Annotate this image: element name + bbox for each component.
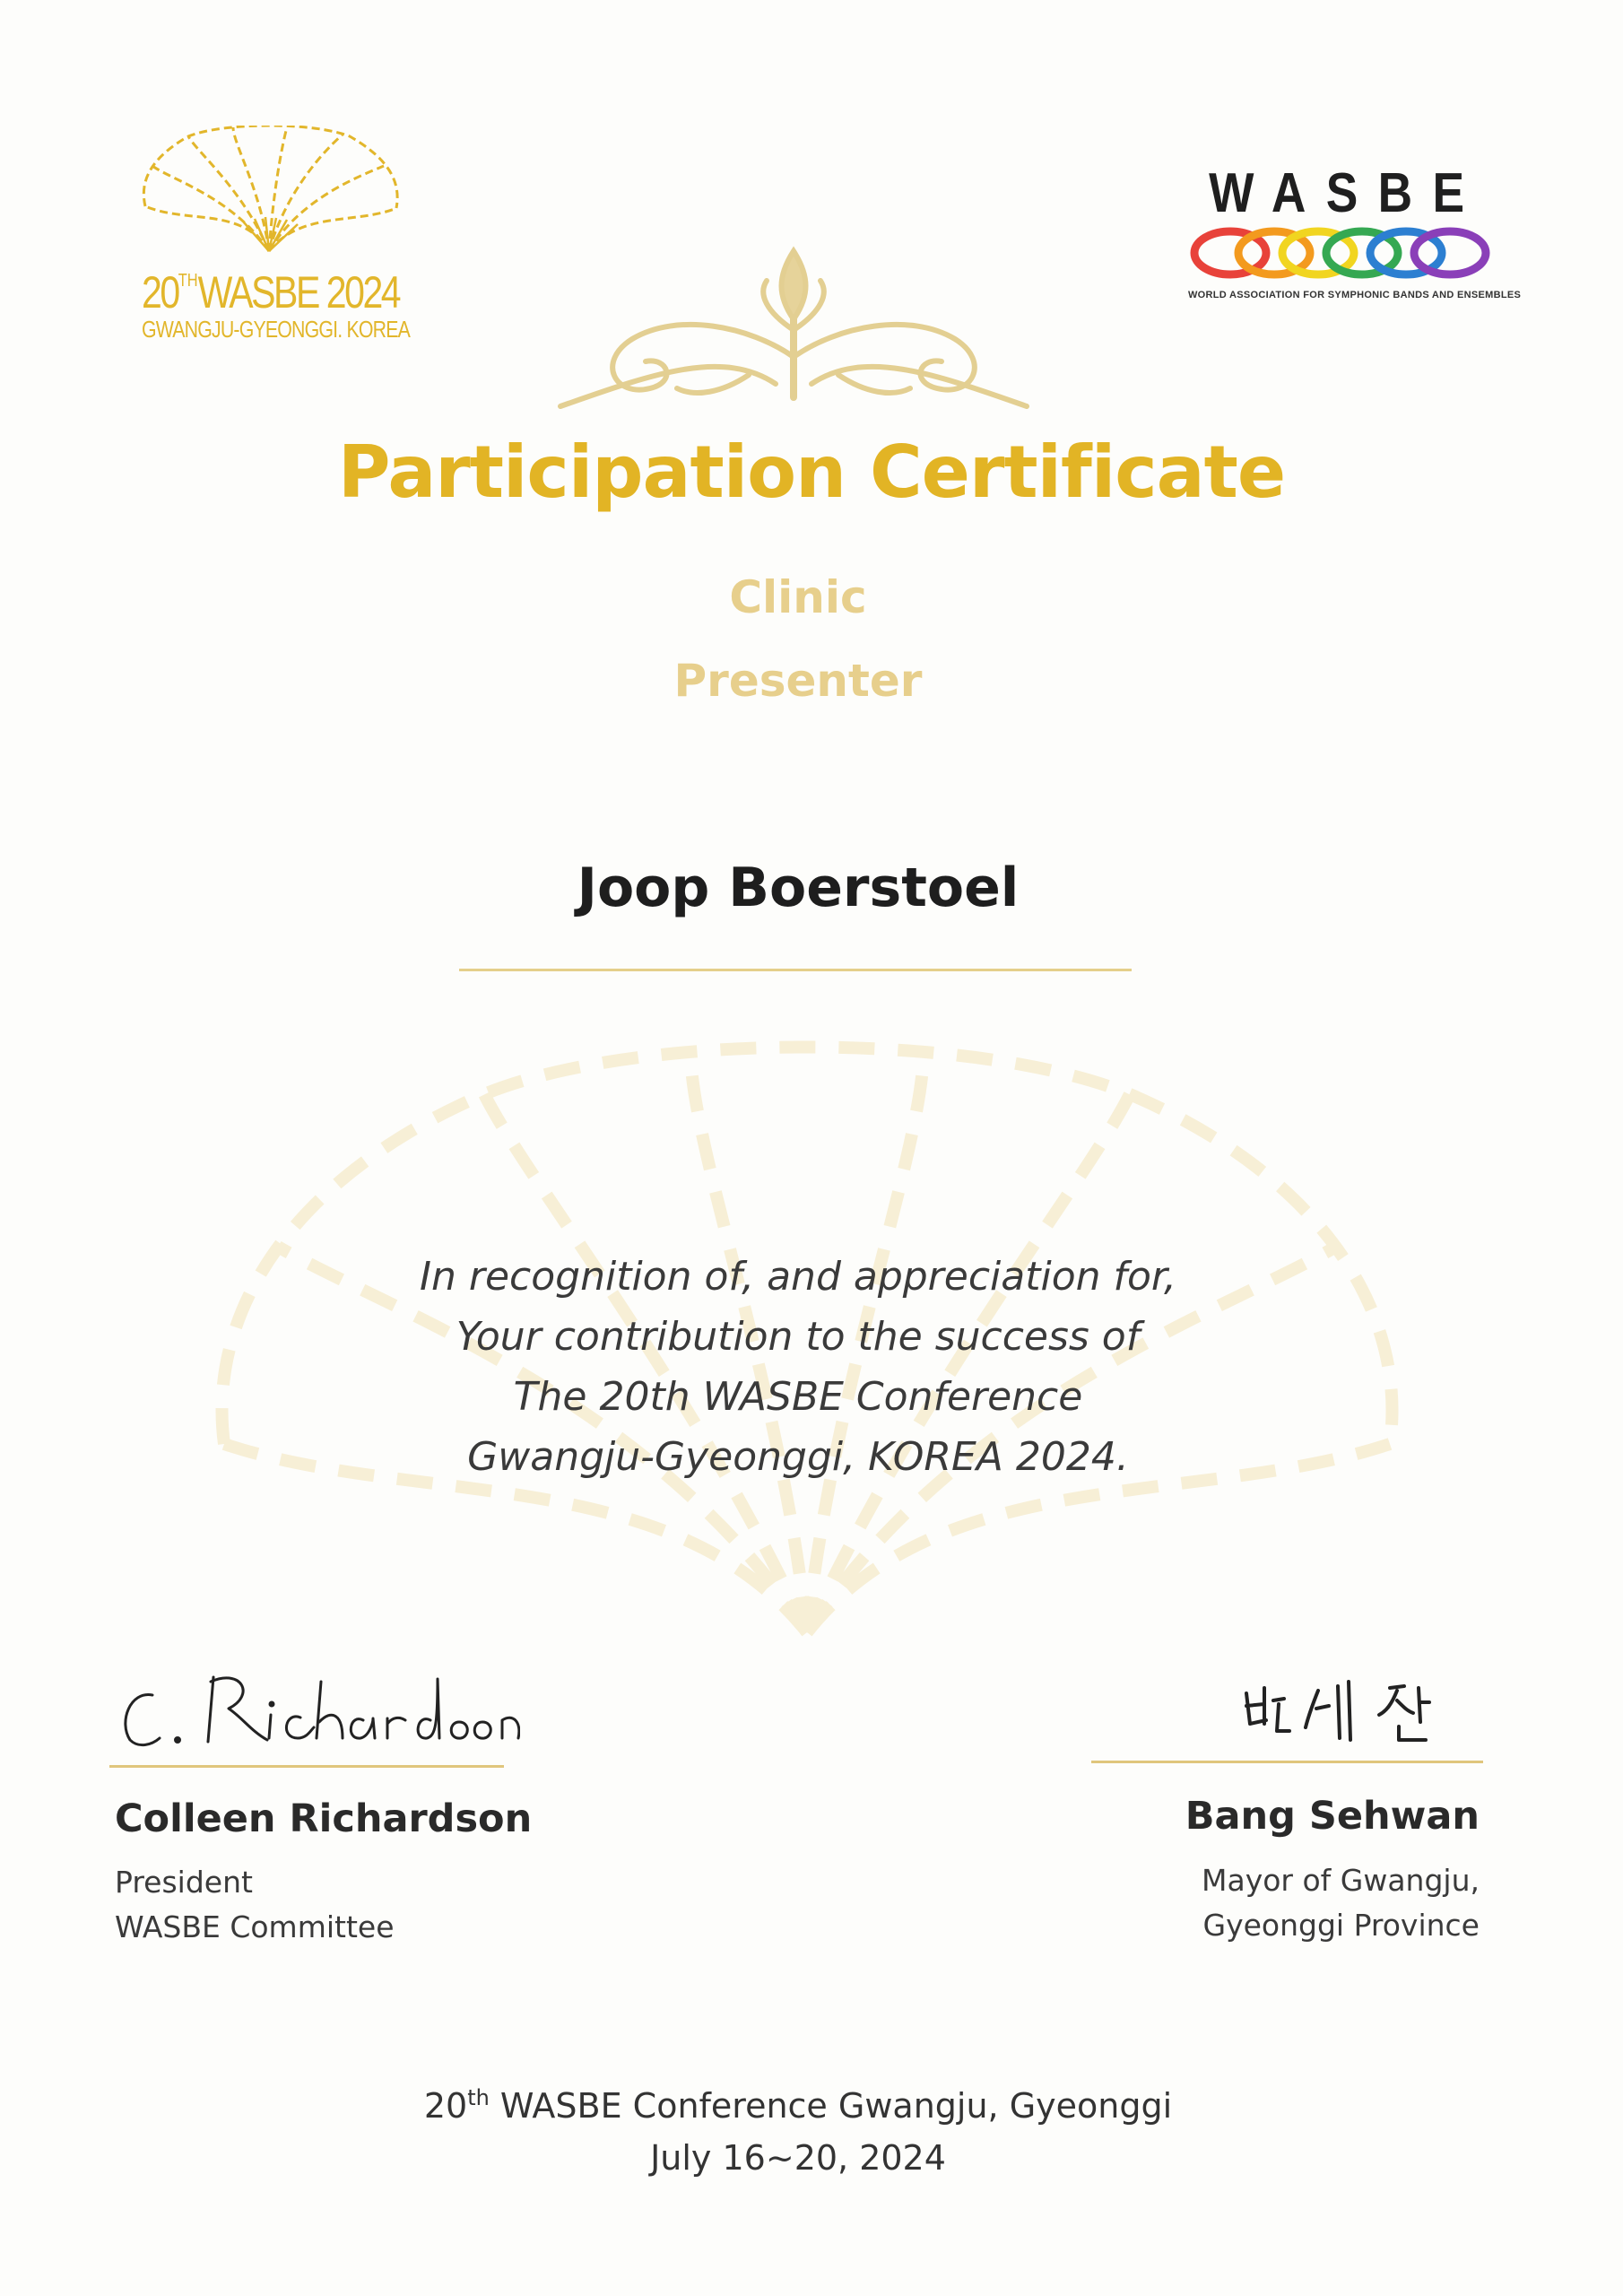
- signature-line-right: [1091, 1761, 1483, 1763]
- recipient-underline: [459, 969, 1132, 971]
- statement-line: Gwangju-Gyeonggi, KOREA 2024.: [467, 1434, 1129, 1480]
- signatory-left-title-line2: WASBE Committee: [115, 1909, 395, 1944]
- signature-bang-sehwan: [1228, 1668, 1462, 1758]
- signature-line-left: [109, 1765, 504, 1768]
- conference-edition: 20THWASBE 2024: [142, 267, 400, 317]
- shell-fan-icon: [135, 126, 404, 260]
- certificate-role-line1: Clinic: [729, 571, 867, 623]
- recipient-name: Joop Boerstoel: [577, 857, 1020, 919]
- gold-ornament-icon: [542, 240, 1045, 420]
- footer-dates: July 16~20, 2024: [650, 2138, 946, 2178]
- statement-line: The 20th WASBE Conference: [513, 1374, 1083, 1420]
- statement-line: In recognition of, and appreciation for,: [420, 1254, 1176, 1300]
- footer-conference: 20th WASBE Conference Gwangju, Gyeonggi: [423, 2085, 1173, 2126]
- signatory-right-title-line2: Gyeonggi Province: [1202, 1908, 1480, 1943]
- recognition-statement: [0, 1247, 1596, 1487]
- signatory-right-title-line1: Mayor of Gwangju,: [1202, 1863, 1480, 1898]
- statement-line: Your contribution to the success of: [456, 1314, 1141, 1360]
- signatory-left-name: Colleen Richardson: [115, 1796, 533, 1841]
- signatory-left-title-line1: President: [115, 1865, 253, 1900]
- certificate-role-line2: Presenter: [673, 655, 923, 707]
- signatory-right-name: Bang Sehwan: [1185, 1794, 1480, 1839]
- conference-location: GWANGJU-GYEONGGI. KOREA: [142, 316, 411, 343]
- wasbe-subtitle: WORLD ASSOCIATION FOR SYMPHONIC BANDS AND ENSEMBLES: [1188, 290, 1522, 300]
- signatory-left-title: [115, 1860, 395, 1950]
- conference-logo: [135, 126, 411, 350]
- signature-colleen-richardson: [108, 1659, 520, 1758]
- wasbe-wordmark: WASBE: [1209, 162, 1485, 224]
- footer: [0, 2072, 1596, 2184]
- signatory-right-title: [1202, 1858, 1480, 1948]
- certificate-title: Participation Certificate: [337, 430, 1286, 514]
- wasbe-logo: [1188, 162, 1522, 309]
- rainbow-rings-icon: [1190, 222, 1491, 284]
